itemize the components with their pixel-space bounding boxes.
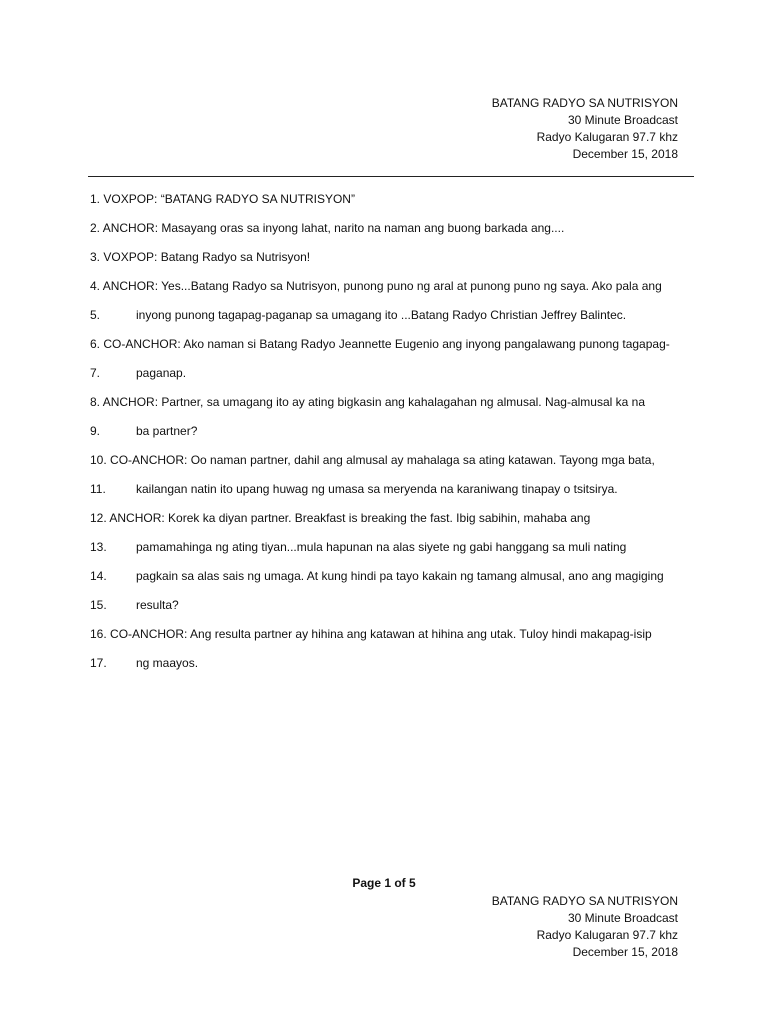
script-line [90, 366, 678, 381]
header-subtitle: 30 Minute Broadcast [567, 113, 678, 127]
script-line [90, 424, 678, 439]
line-text: CO-ANCHOR: Ang resulta partner ay hihina ang katawan at hihina ang utak. Tuloy hindi makapag-isip [110, 627, 652, 641]
line-number: 7. [90, 366, 101, 380]
line-number: 2. [90, 221, 101, 235]
footer-header [492, 893, 678, 961]
line-text: CO-ANCHOR: Ako naman si Batang Radyo Jeannette Eugenio ang inyong pangalawang punong tagapag- [103, 337, 670, 351]
line-number: 1. [90, 192, 101, 206]
script-line [90, 279, 678, 294]
line-text: paganap. [136, 366, 187, 380]
line-text: CO-ANCHOR: Oo naman partner, dahil ang almusal ay mahalaga sa ating katawan. Tayong mga bata, [110, 453, 655, 467]
script-line [90, 395, 678, 410]
line-number: 16. [90, 627, 107, 641]
line-text: VOXPOP: Batang Radyo sa Nutrisyon! [103, 250, 311, 264]
script-line [90, 192, 678, 207]
line-number: 3. [90, 250, 101, 264]
line-text: inyong punong tagapag-paganap sa umagang ito ...Batang Radyo Christian Jeffrey Balintec. [136, 308, 627, 322]
script-line [90, 569, 678, 584]
footer-title: BATANG RADYO SA NUTRISYON [491, 894, 678, 908]
line-number: 14. [90, 569, 107, 583]
page-number: Page 1 of 5 [352, 876, 416, 890]
document-header [492, 95, 678, 163]
line-number: 17. [90, 656, 107, 670]
line-text: VOXPOP: “BATANG RADYO SA NUTRISYON” [103, 192, 355, 206]
header-divider [88, 176, 694, 177]
script-line [90, 308, 678, 323]
line-number: 6. [90, 337, 101, 351]
line-text: ANCHOR: Yes...Batang Radyo sa Nutrisyon, punong puno ng aral at punong puno ng saya. Ako pala ang [102, 279, 662, 293]
script-line [90, 598, 678, 613]
header-date: December 15, 2018 [572, 147, 678, 161]
script-line [90, 656, 678, 671]
line-number: 9. [90, 424, 101, 438]
line-number: 8. [90, 395, 101, 409]
header-title: BATANG RADYO SA NUTRISYON [491, 96, 678, 110]
line-text: ba partner? [136, 424, 198, 438]
line-text: ANCHOR: Partner, sa umagang ito ay ating bigkasin ang kahalagahan ng almusal. Nag-almusal ka na [102, 395, 645, 409]
line-number: 13. [90, 540, 107, 554]
script-line [90, 627, 678, 642]
line-text: kailangan natin ito upang huwag ng umasa sa meryenda na karaniwang tinapay o tsitsirya. [136, 482, 618, 496]
line-text: ANCHOR: Korek ka diyan partner. Breakfast is breaking the fast. Ibig sabihin, mahaba ang [109, 511, 591, 525]
script-line [90, 221, 678, 236]
script-line [90, 337, 678, 352]
line-number: 11. [90, 482, 106, 496]
line-text: pamamahinga ng ating tiyan...mula hapunan na alas siyete ng gabi hanggang sa muli nating [136, 540, 627, 554]
footer-station: Radyo Kalugaran 97.7 khz [536, 928, 678, 942]
line-number: 12. [90, 511, 107, 525]
script-line [90, 250, 678, 265]
line-number: 4. [90, 279, 101, 293]
line-text: pagkain sa alas sais ng umaga. At kung hindi pa tayo kakain ng tamang almusal, ano ang magiging [136, 569, 664, 583]
line-number: 5. [90, 308, 101, 322]
line-text: ng maayos. [136, 656, 199, 670]
line-text: ANCHOR: Masayang oras sa inyong lahat, narito na naman ang buong barkada ang.... [102, 221, 565, 235]
script-line [90, 482, 678, 497]
line-number: 15. [90, 598, 107, 612]
script-line [90, 453, 678, 468]
script-line [90, 511, 678, 526]
script-body [90, 192, 678, 685]
script-line [90, 540, 678, 555]
footer-date: December 15, 2018 [572, 945, 678, 959]
line-number: 10. [90, 453, 107, 467]
header-station: Radyo Kalugaran 97.7 khz [536, 130, 678, 144]
footer-subtitle: 30 Minute Broadcast [567, 911, 678, 925]
line-text: resulta? [136, 598, 179, 612]
